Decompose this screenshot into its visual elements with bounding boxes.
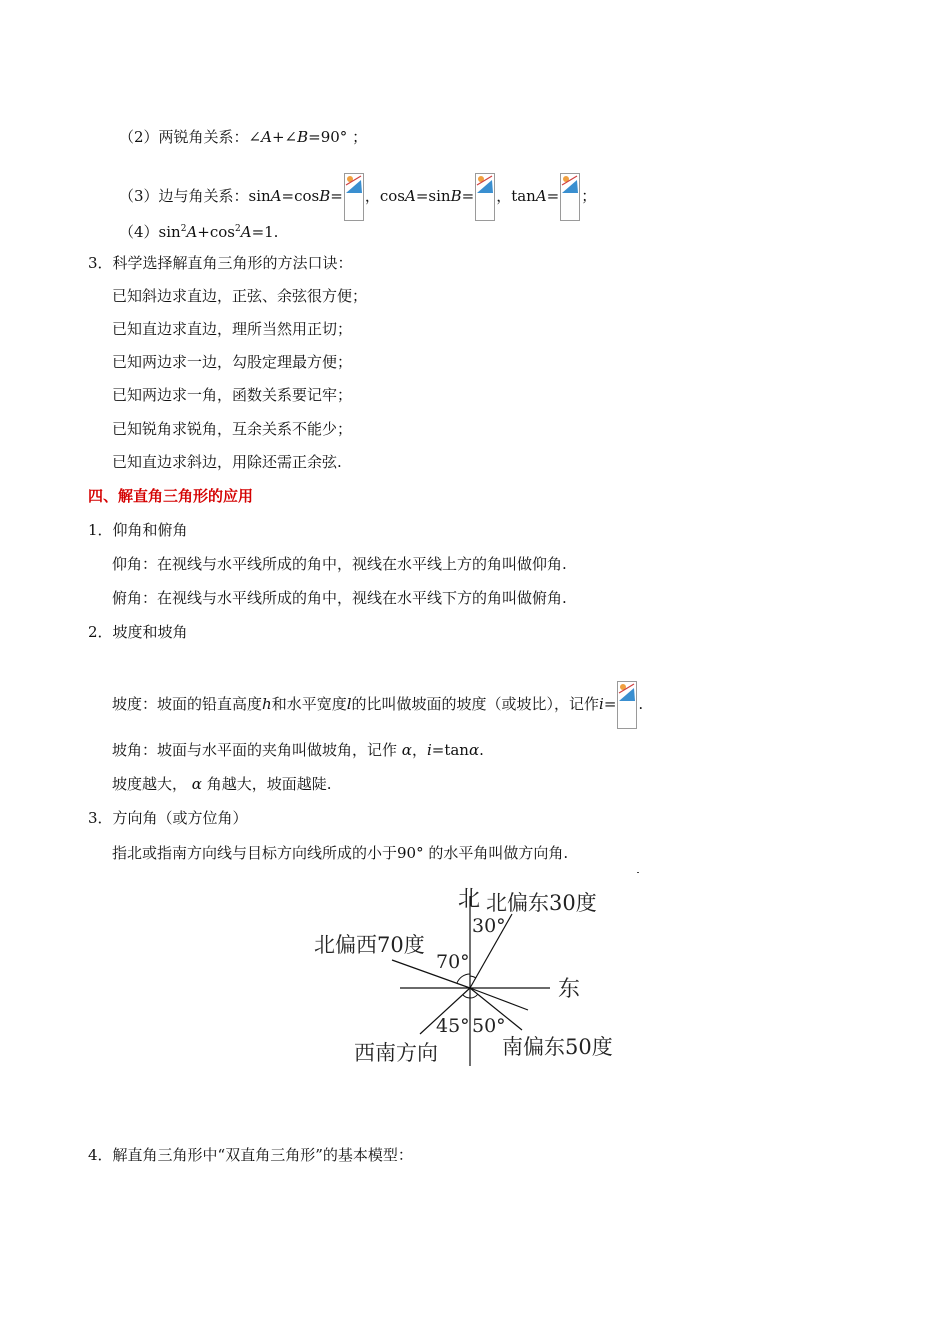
verse-line: 已知直边求直边，理所当然用正切； xyxy=(112,320,353,338)
verse-line: 已知斜边求直边，正弦、余弦很方便； xyxy=(112,287,368,305)
section-heading: 四、解直角三角形的应用 xyxy=(88,487,254,505)
side-angle-relation-line: （3）边与角关系：sinA=cosB= ，cosA=sinB= ，tanA= ； xyxy=(119,173,596,221)
east-label: 东 xyxy=(558,977,581,1002)
verse-line: 已知直边求斜边，用除还需正余弦. xyxy=(112,453,342,471)
verse-line: 已知两边求一角，函数关系要记牢； xyxy=(112,386,353,404)
direction-angle-title: 3．方向角（或方位角） xyxy=(88,809,248,827)
stray-mark xyxy=(637,872,639,873)
slope-gradient-definition: 坡度：坡面的铅直高度h和水平宽度l的比叫做坡面的坡度（或坡比），记作i= . xyxy=(112,681,643,729)
slope-steepness-note: 坡度越大， α 角越大，坡面越陡. xyxy=(112,775,332,793)
angle-arc xyxy=(457,974,470,983)
sw-label: 西南方向 xyxy=(354,1041,438,1065)
angle-45-label: 45° xyxy=(436,1015,470,1037)
se-label: 南偏东50度 xyxy=(502,1035,613,1059)
slope-title: 2．坡度和坡角 xyxy=(88,623,188,641)
pythagorean-identity-line: $(4)\sin^2A+\cos^2A=1$. xyxy=(119,223,279,241)
north-label: 北 xyxy=(458,887,481,912)
nw-label: 北偏西70度 xyxy=(314,933,425,957)
angle-arc xyxy=(470,994,478,998)
elevation-title: 1．仰角和俯角 xyxy=(88,521,188,539)
angle-50-label: 50° xyxy=(472,1015,506,1037)
east-south-ray xyxy=(470,988,528,1010)
angle-70-label: 70° xyxy=(436,951,470,973)
angle-relation-line: （2）两锐角关系：∠A+∠B=90° ； xyxy=(119,128,368,146)
direction-angle-diagram xyxy=(300,876,640,1076)
angle-30-label: 30° xyxy=(472,915,506,937)
direction-angle-definition: 指北或指南方向线与目标方向线所成的小于90° 的水平角叫做方向角. xyxy=(112,844,569,862)
ne-label: 北偏东30度 xyxy=(486,891,597,915)
angle-arc xyxy=(463,995,470,998)
method-title: 3．科学选择解直角三角形的方法口诀： xyxy=(88,254,353,272)
slope-angle-definition: 坡角：坡面与水平面的夹角叫做坡角，记作 α，i=tanα. xyxy=(112,741,484,759)
double-right-triangle-title: 4．解直角三角形中“双直角三角形”的基本模型： xyxy=(88,1146,413,1164)
broken-image-icon xyxy=(617,681,637,729)
verse-line: 已知锐角求锐角，互余关系不能少； xyxy=(112,420,353,438)
broken-image-icon xyxy=(475,173,495,221)
depression-definition: 俯角：在视线与水平线所成的角中，视线在水平线下方的角叫做俯角. xyxy=(112,589,567,607)
angle-arc xyxy=(470,976,476,978)
verse-line: 已知两边求一边，勾股定理最方便； xyxy=(112,353,353,371)
broken-image-icon xyxy=(560,173,580,221)
elevation-definition: 仰角：在视线与水平线所成的角中，视线在水平线上方的角叫做仰角. xyxy=(112,555,567,573)
broken-image-icon xyxy=(344,173,364,221)
